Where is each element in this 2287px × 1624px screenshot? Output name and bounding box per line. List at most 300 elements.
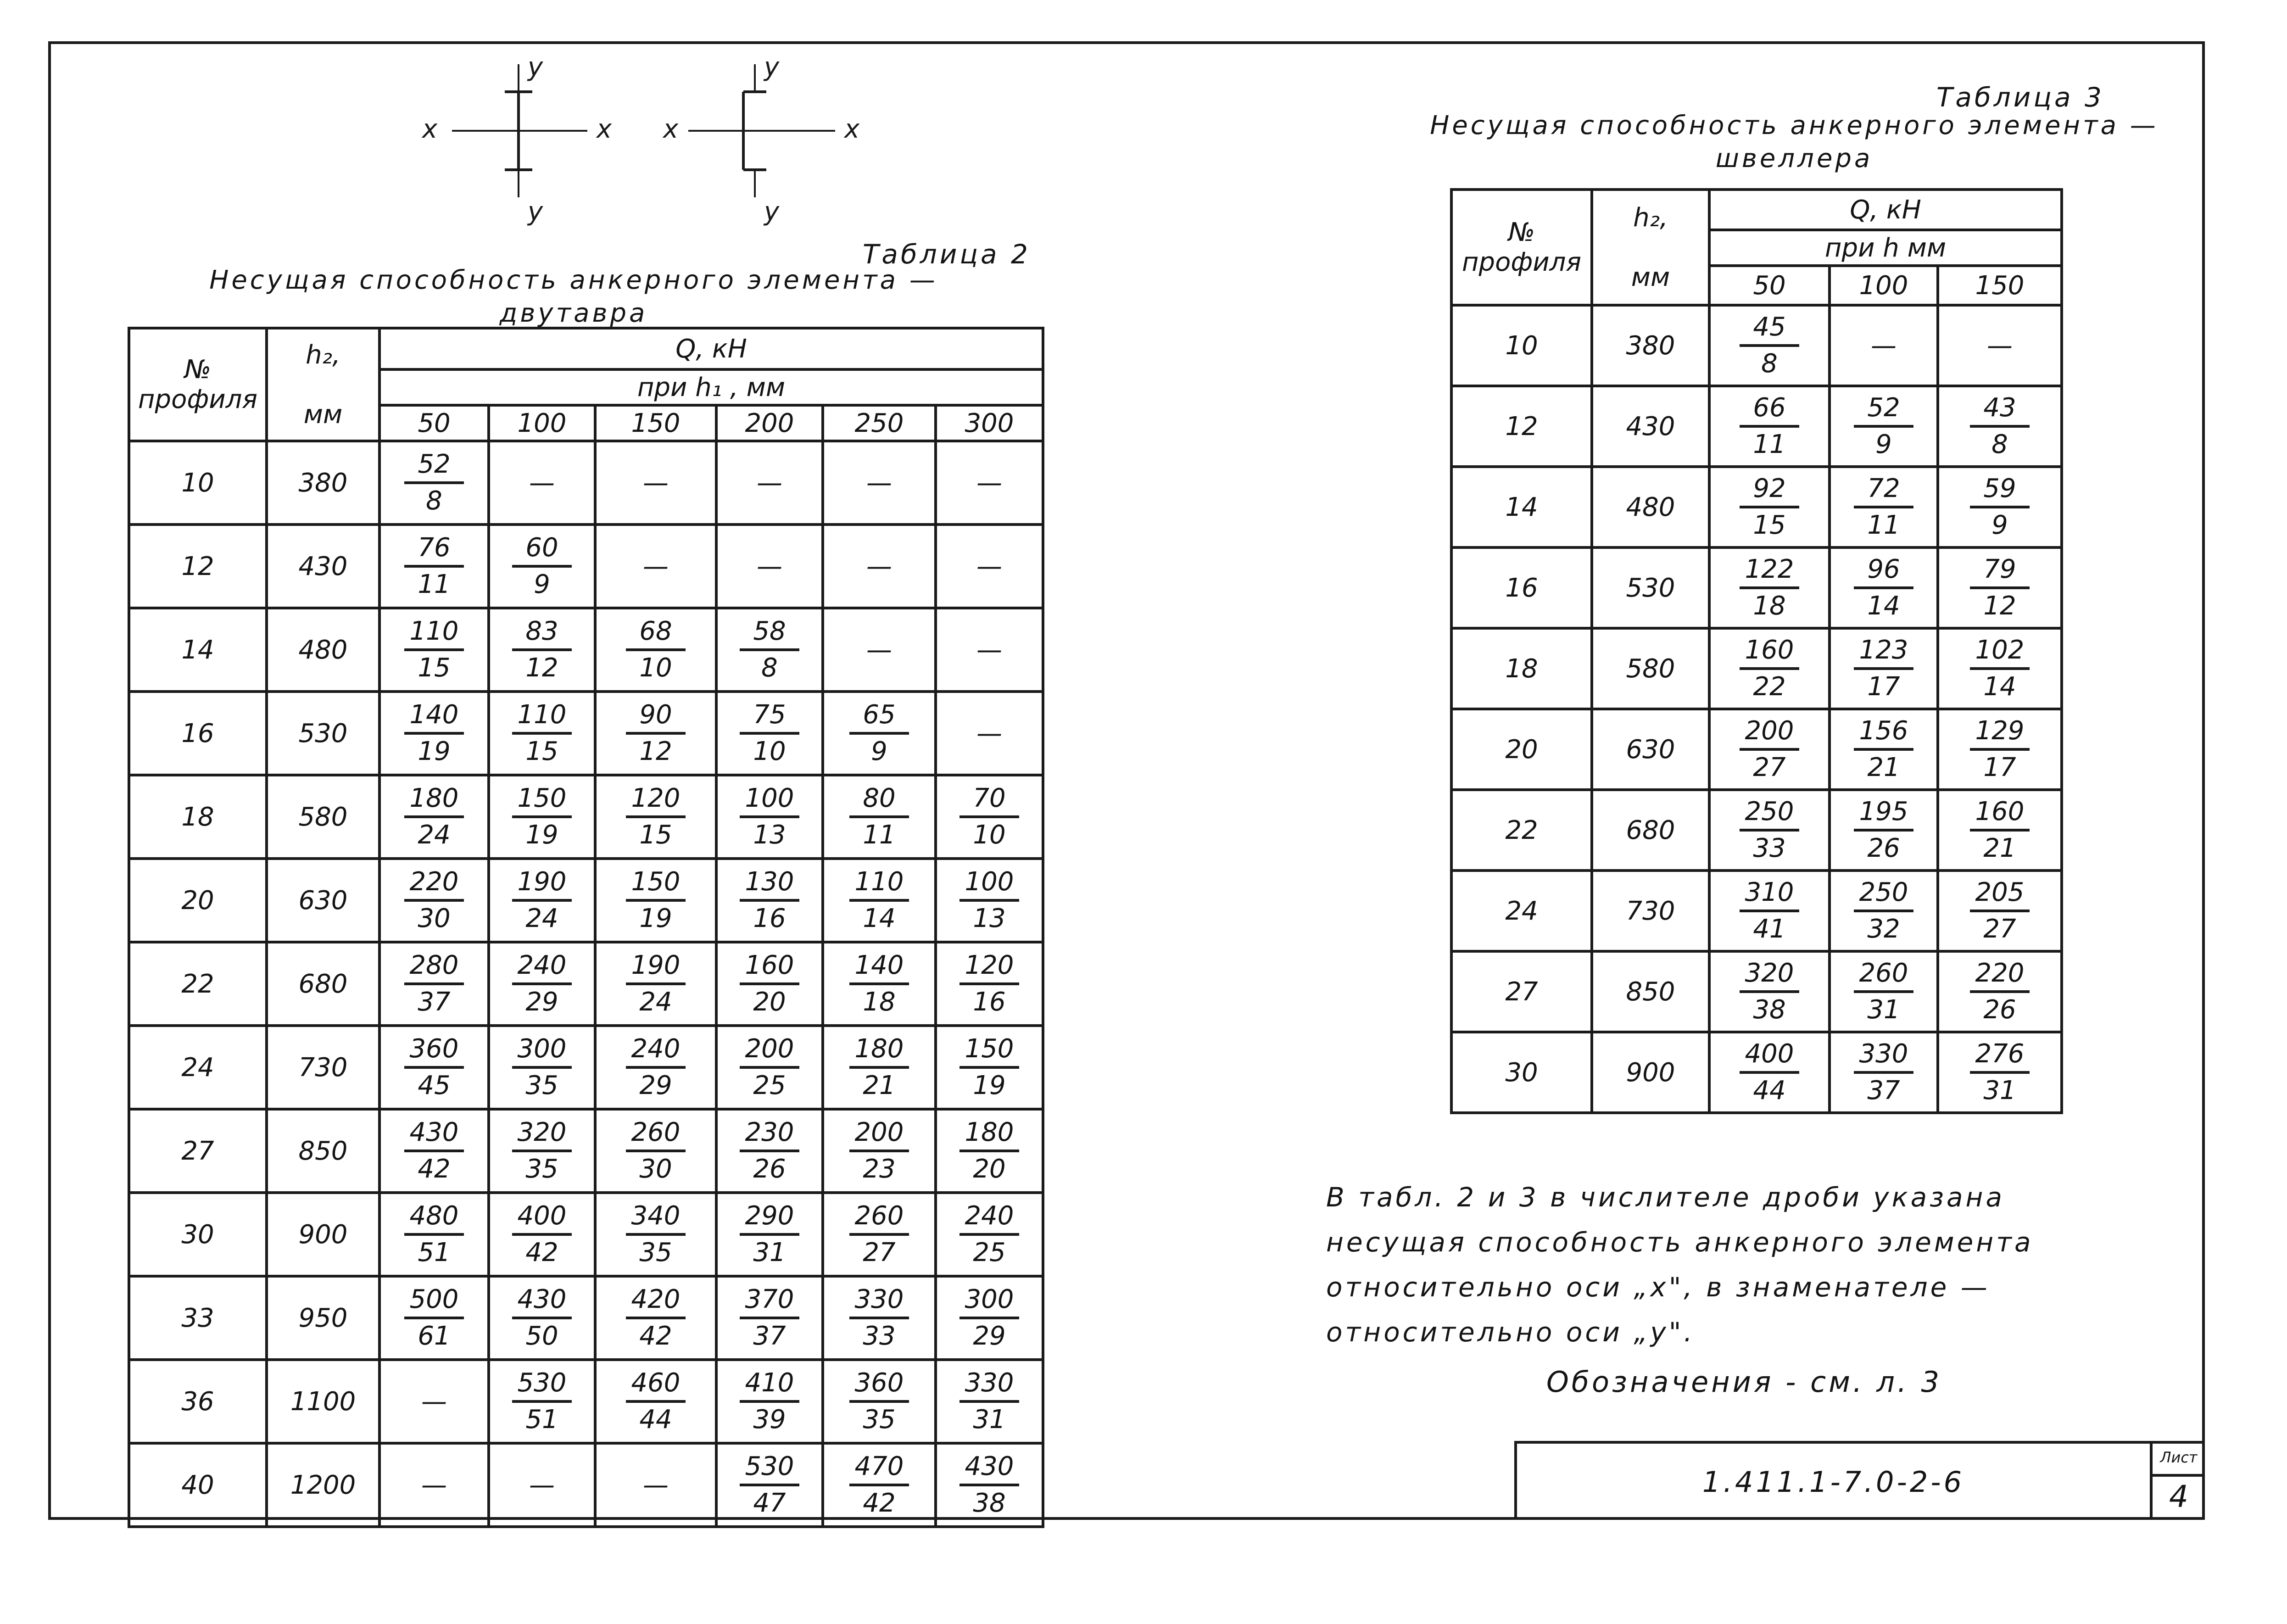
- capacity-y: 18: [1753, 591, 1786, 621]
- height-value: 380: [267, 441, 379, 525]
- table2-col-header: 200: [716, 405, 823, 441]
- table2-col-header: 250: [823, 405, 936, 441]
- capacity-fraction: [595, 1360, 716, 1443]
- capacity-y: 31: [1983, 1075, 2016, 1105]
- capacity-y: 8: [1761, 348, 1778, 379]
- capacity-fraction: [1830, 790, 1938, 871]
- capacity-fraction: [489, 1026, 595, 1109]
- capacity-y: 39: [753, 1404, 786, 1434]
- capacity-fraction: [936, 775, 1043, 859]
- capacity-x: 80: [849, 784, 909, 818]
- capacity-fraction: [1830, 386, 1938, 467]
- capacity-y: 21: [1867, 752, 1900, 782]
- capacity-y: 15: [1753, 510, 1786, 540]
- capacity-fraction: [823, 1443, 936, 1527]
- table2-header-profile: № профиля: [129, 328, 267, 441]
- capacity-x: 150: [626, 868, 686, 902]
- profile-number: 22: [129, 942, 267, 1026]
- capacity-x: 59: [1970, 474, 2030, 508]
- empty-cell-dash: —: [489, 441, 595, 525]
- capacity-y: 37: [418, 987, 451, 1017]
- capacity-y: 11: [1867, 510, 1900, 540]
- capacity-x: 430: [959, 1452, 1019, 1486]
- table2-title-line2: двутавра: [499, 298, 648, 328]
- capacity-x: 240: [512, 951, 572, 985]
- profile-number: 24: [1451, 871, 1592, 951]
- height-value: 1200: [267, 1443, 379, 1527]
- capacity-y: 13: [973, 903, 1006, 933]
- sheet-box: [2150, 1444, 2205, 1520]
- height-value: 850: [267, 1109, 379, 1193]
- capacity-x: 430: [404, 1118, 464, 1152]
- capacity-y: 38: [1753, 994, 1786, 1025]
- capacity-fraction: [1938, 1032, 2062, 1113]
- capacity-x: 190: [512, 868, 572, 902]
- capacity-x: 43: [1970, 394, 2030, 428]
- profile-number: 36: [129, 1360, 267, 1443]
- capacity-fraction: [716, 1360, 823, 1443]
- capacity-x: 200: [849, 1118, 909, 1152]
- capacity-y: 15: [418, 653, 451, 683]
- table-row: [1451, 386, 2062, 467]
- table-row: [129, 1026, 1043, 1109]
- capacity-y: 17: [1983, 752, 2016, 782]
- capacity-fraction: [379, 441, 489, 525]
- capacity-y: 15: [525, 736, 558, 766]
- capacity-fraction: [379, 1193, 489, 1276]
- table3-header-sub: при h мм: [1709, 230, 2062, 266]
- title-block: [1514, 1441, 2205, 1520]
- capacity-fraction: [823, 1193, 936, 1276]
- height-value: 480: [267, 608, 379, 692]
- table-row: [129, 692, 1043, 775]
- channel-x-left: x: [663, 114, 679, 144]
- capacity-fraction: [489, 1109, 595, 1193]
- table-row: [129, 775, 1043, 859]
- capacity-fraction: [379, 775, 489, 859]
- empty-cell-dash: —: [379, 1443, 489, 1527]
- empty-cell-dash: —: [716, 441, 823, 525]
- capacity-x: 410: [740, 1369, 799, 1403]
- capacity-y: 20: [973, 1154, 1006, 1184]
- table-row: [1451, 871, 2062, 951]
- capacity-x: 79: [1970, 555, 2030, 589]
- capacity-fraction: [936, 1276, 1043, 1360]
- capacity-x: 260: [1854, 959, 1913, 993]
- height-value: 380: [1592, 305, 1709, 386]
- capacity-fraction: [595, 1026, 716, 1109]
- table3-col-header: 150: [1938, 266, 2062, 305]
- capacity-fraction: [595, 1276, 716, 1360]
- capacity-fraction: [489, 1360, 595, 1443]
- capacity-fraction: [1938, 547, 2062, 628]
- capacity-fraction: [1830, 709, 1938, 790]
- capacity-y: 50: [525, 1321, 558, 1351]
- capacity-fraction: [1830, 1032, 1938, 1113]
- capacity-fraction: [489, 1193, 595, 1276]
- height-value: 680: [1592, 790, 1709, 871]
- profile-number: 27: [1451, 951, 1592, 1032]
- capacity-x: 160: [740, 951, 799, 985]
- capacity-fraction: [823, 942, 936, 1026]
- table3-title-line2: швеллера: [1715, 144, 1873, 173]
- table-row: [1451, 790, 2062, 871]
- profile-number: 12: [129, 525, 267, 608]
- height-value: 900: [1592, 1032, 1709, 1113]
- capacity-fraction: [379, 942, 489, 1026]
- capacity-fraction: [1938, 628, 2062, 709]
- empty-cell-dash: —: [379, 1360, 489, 1443]
- capacity-fraction: [1830, 547, 1938, 628]
- capacity-x: 52: [1854, 394, 1913, 428]
- height-value: 730: [267, 1026, 379, 1109]
- capacity-fraction: [1830, 951, 1938, 1032]
- profile-number: 22: [1451, 790, 1592, 871]
- table2: [128, 327, 1044, 1528]
- capacity-y: 31: [973, 1404, 1006, 1434]
- sheet-number: 4: [2169, 1479, 2188, 1514]
- capacity-fraction: [936, 1109, 1043, 1193]
- capacity-fraction: [379, 1026, 489, 1109]
- capacity-x: 140: [849, 951, 909, 985]
- capacity-x: 430: [512, 1285, 572, 1319]
- capacity-x: 310: [1740, 878, 1799, 912]
- capacity-y: 35: [525, 1070, 558, 1100]
- capacity-x: 240: [626, 1035, 686, 1069]
- capacity-fraction: [716, 608, 823, 692]
- table2-header-sub: при h₁ , мм: [379, 369, 1043, 405]
- table-row: [129, 942, 1043, 1026]
- capacity-x: 150: [512, 784, 572, 818]
- capacity-fraction: [489, 775, 595, 859]
- capacity-x: 530: [740, 1452, 799, 1486]
- capacity-y: 51: [525, 1404, 558, 1434]
- capacity-fraction: [379, 859, 489, 942]
- table-row: [1451, 628, 2062, 709]
- capacity-y: 30: [639, 1154, 672, 1184]
- table2-col-header: 50: [379, 405, 489, 441]
- profile-number: 20: [129, 859, 267, 942]
- capacity-fraction: [595, 1193, 716, 1276]
- capacity-y: 42: [863, 1488, 896, 1518]
- table-row: [129, 859, 1043, 942]
- capacity-y: 44: [639, 1404, 672, 1434]
- height-value: 630: [267, 859, 379, 942]
- capacity-y: 31: [753, 1237, 786, 1267]
- capacity-x: 240: [959, 1202, 1019, 1236]
- capacity-fraction: [1709, 709, 1830, 790]
- capacity-x: 300: [512, 1035, 572, 1069]
- empty-cell-dash: —: [1830, 305, 1938, 386]
- capacity-x: 180: [959, 1118, 1019, 1152]
- height-value: 580: [267, 775, 379, 859]
- capacity-fraction: [936, 1193, 1043, 1276]
- table2-label: Таблица 2: [863, 239, 1031, 270]
- table-row: [129, 1109, 1043, 1193]
- table3-header-q: Q, кН: [1709, 190, 2062, 230]
- capacity-x: 200: [740, 1035, 799, 1069]
- capacity-fraction: [716, 775, 823, 859]
- ibeam-y-top: y: [528, 55, 543, 82]
- table2-header-q: Q, кН: [379, 328, 1043, 369]
- capacity-y: 17: [1867, 671, 1900, 702]
- capacity-x: 400: [512, 1202, 572, 1236]
- capacity-fraction: [1938, 386, 2062, 467]
- capacity-fraction: [489, 859, 595, 942]
- capacity-fraction: [1709, 1032, 1830, 1113]
- capacity-fraction: [1709, 628, 1830, 709]
- capacity-fraction: [716, 1193, 823, 1276]
- capacity-y: 25: [753, 1070, 786, 1100]
- note-line4: относительно оси „y".: [1326, 1317, 1695, 1348]
- capacity-y: 44: [1753, 1075, 1786, 1105]
- height-value: 850: [1592, 951, 1709, 1032]
- capacity-y: 14: [863, 903, 896, 933]
- capacity-fraction: [823, 1109, 936, 1193]
- height-value: 730: [1592, 871, 1709, 951]
- capacity-y: 42: [639, 1321, 672, 1351]
- capacity-x: 370: [740, 1285, 799, 1319]
- capacity-fraction: [823, 1360, 936, 1443]
- capacity-y: 37: [753, 1321, 786, 1351]
- capacity-y: 11: [863, 820, 896, 850]
- table-row: [129, 525, 1043, 608]
- table-note: [1326, 1175, 2034, 1355]
- height-value: 480: [1592, 467, 1709, 547]
- capacity-y: 9: [534, 569, 550, 599]
- capacity-y: 19: [418, 736, 451, 766]
- capacity-fraction: [1709, 305, 1830, 386]
- profile-number: 14: [1451, 467, 1592, 547]
- table-row: [1451, 709, 2062, 790]
- capacity-x: 129: [1970, 717, 2030, 751]
- capacity-x: 160: [1970, 798, 2030, 832]
- capacity-fraction: [823, 775, 936, 859]
- capacity-y: 12: [1983, 591, 2016, 621]
- capacity-x: 130: [740, 868, 799, 902]
- capacity-y: 25: [973, 1237, 1006, 1267]
- channel-x-right: x: [844, 114, 860, 144]
- capacity-y: 12: [525, 653, 558, 683]
- capacity-fraction: [1938, 871, 2062, 951]
- capacity-fraction: [379, 1276, 489, 1360]
- capacity-x: 180: [849, 1035, 909, 1069]
- capacity-y: 27: [863, 1237, 896, 1267]
- capacity-x: 360: [849, 1369, 909, 1403]
- capacity-x: 280: [404, 951, 464, 985]
- capacity-y: 27: [1983, 914, 2016, 944]
- capacity-y: 26: [1983, 994, 2016, 1025]
- capacity-x: 220: [1970, 959, 2030, 993]
- table2-col-header: 300: [936, 405, 1043, 441]
- capacity-x: 92: [1740, 474, 1799, 508]
- empty-cell-dash: —: [595, 441, 716, 525]
- capacity-x: 96: [1854, 555, 1913, 589]
- capacity-x: 330: [849, 1285, 909, 1319]
- capacity-y: 9: [1991, 510, 2008, 540]
- table-row: [1451, 547, 2062, 628]
- profile-number: 20: [1451, 709, 1592, 790]
- capacity-y: 21: [863, 1070, 896, 1100]
- capacity-x: 102: [1970, 636, 2030, 670]
- capacity-y: 33: [1753, 833, 1786, 863]
- capacity-fraction: [936, 1026, 1043, 1109]
- capacity-x: 340: [626, 1202, 686, 1236]
- capacity-x: 230: [740, 1118, 799, 1152]
- capacity-y: 19: [525, 820, 558, 850]
- profile-number: 14: [129, 608, 267, 692]
- capacity-x: 120: [626, 784, 686, 818]
- capacity-x: 100: [740, 784, 799, 818]
- table-row: [129, 1443, 1043, 1527]
- table3-col-header: 100: [1830, 266, 1938, 305]
- capacity-y: 21: [1983, 833, 2016, 863]
- channel-y-bottom: y: [764, 197, 780, 227]
- profile-number: 16: [129, 692, 267, 775]
- capacity-y: 26: [753, 1154, 786, 1184]
- ibeam-x-right: x: [597, 114, 612, 144]
- capacity-fraction: [489, 942, 595, 1026]
- profile-number: 40: [129, 1443, 267, 1527]
- empty-cell-dash: —: [595, 525, 716, 608]
- capacity-x: 75: [740, 701, 799, 735]
- capacity-fraction: [716, 859, 823, 942]
- capacity-y: 47: [753, 1488, 786, 1518]
- capacity-fraction: [595, 1109, 716, 1193]
- capacity-fraction: [1709, 790, 1830, 871]
- height-value: 950: [267, 1276, 379, 1360]
- table-row: [129, 1276, 1043, 1360]
- capacity-y: 61: [418, 1321, 451, 1351]
- designations-reference: Обозначения - см. л. 3: [1546, 1365, 1942, 1399]
- capacity-fraction: [489, 1276, 595, 1360]
- capacity-y: 29: [525, 987, 558, 1017]
- profile-number: 30: [1451, 1032, 1592, 1113]
- height-value: 1100: [267, 1360, 379, 1443]
- capacity-x: 250: [1854, 878, 1913, 912]
- capacity-y: 12: [639, 736, 672, 766]
- capacity-x: 200: [1740, 717, 1799, 751]
- capacity-x: 420: [626, 1285, 686, 1319]
- table-row: [1451, 305, 2062, 386]
- capacity-x: 83: [512, 617, 572, 651]
- capacity-x: 470: [849, 1452, 909, 1486]
- capacity-fraction: [595, 608, 716, 692]
- table-row: [1451, 1032, 2062, 1113]
- capacity-x: 140: [404, 701, 464, 735]
- capacity-y: 35: [863, 1404, 896, 1434]
- capacity-y: 13: [753, 820, 786, 850]
- channel-y-top: y: [764, 55, 780, 82]
- capacity-fraction: [1709, 547, 1830, 628]
- capacity-y: 19: [973, 1070, 1006, 1100]
- capacity-x: 156: [1854, 717, 1913, 751]
- capacity-fraction: [489, 525, 595, 608]
- capacity-y: 41: [1753, 914, 1786, 944]
- profile-number: 18: [1451, 628, 1592, 709]
- height-value: 680: [267, 942, 379, 1026]
- table2-title-line1: Несущая способность анкерного элемента —: [209, 265, 938, 295]
- table3: [1450, 188, 2063, 1114]
- capacity-x: 400: [1740, 1040, 1799, 1074]
- table3-header-h: h₂, мм: [1592, 190, 1709, 305]
- height-value: 580: [1592, 628, 1709, 709]
- capacity-x: 65: [849, 701, 909, 735]
- table2-title: [119, 264, 1028, 330]
- table2-header-h: h₂, мм: [267, 328, 379, 441]
- capacity-fraction: [823, 1026, 936, 1109]
- capacity-y: 32: [1867, 914, 1900, 944]
- table-row: [129, 1193, 1043, 1276]
- capacity-x: 123: [1854, 636, 1913, 670]
- capacity-fraction: [595, 942, 716, 1026]
- capacity-fraction: [595, 775, 716, 859]
- capacity-y: 10: [753, 736, 786, 766]
- height-value: 630: [1592, 709, 1709, 790]
- table-row: [129, 1360, 1043, 1443]
- capacity-y: 8: [761, 653, 778, 683]
- capacity-fraction: [489, 608, 595, 692]
- capacity-y: 22: [1753, 671, 1786, 702]
- capacity-fraction: [1938, 951, 2062, 1032]
- capacity-x: 320: [1740, 959, 1799, 993]
- profile-number: 27: [129, 1109, 267, 1193]
- capacity-fraction: [1938, 709, 2062, 790]
- capacity-y: 30: [418, 903, 451, 933]
- capacity-y: 35: [525, 1154, 558, 1184]
- table-row: [129, 608, 1043, 692]
- profile-number: 18: [129, 775, 267, 859]
- capacity-x: 300: [959, 1285, 1019, 1319]
- sheet-label: Лист: [2153, 1444, 2205, 1477]
- capacity-x: 360: [404, 1035, 464, 1069]
- capacity-y: 38: [973, 1488, 1006, 1518]
- capacity-x: 480: [404, 1202, 464, 1236]
- capacity-x: 110: [512, 701, 572, 735]
- height-value: 430: [267, 525, 379, 608]
- capacity-x: 330: [1854, 1040, 1913, 1074]
- capacity-fraction: [936, 1443, 1043, 1527]
- capacity-y: 31: [1867, 994, 1900, 1025]
- capacity-fraction: [716, 1443, 823, 1527]
- height-value: 530: [267, 692, 379, 775]
- capacity-y: 23: [863, 1154, 896, 1184]
- capacity-y: 26: [1867, 833, 1900, 863]
- capacity-x: 160: [1740, 636, 1799, 670]
- capacity-y: 24: [639, 987, 672, 1017]
- capacity-x: 100: [959, 868, 1019, 902]
- capacity-fraction: [595, 692, 716, 775]
- capacity-fraction: [1830, 628, 1938, 709]
- capacity-x: 180: [404, 784, 464, 818]
- note-line1: В табл. 2 и 3 в числителе дроби указана: [1326, 1182, 2005, 1213]
- capacity-fraction: [823, 692, 936, 775]
- capacity-y: 51: [418, 1237, 451, 1267]
- empty-cell-dash: —: [936, 441, 1043, 525]
- capacity-y: 45: [418, 1070, 451, 1100]
- capacity-fraction: [823, 1276, 936, 1360]
- capacity-x: 76: [404, 534, 464, 568]
- capacity-y: 29: [973, 1321, 1006, 1351]
- profile-number: 10: [1451, 305, 1592, 386]
- empty-cell-dash: —: [936, 608, 1043, 692]
- capacity-x: 276: [1970, 1040, 2030, 1074]
- capacity-x: 45: [1740, 313, 1799, 347]
- capacity-x: 52: [404, 450, 464, 484]
- capacity-fraction: [936, 1360, 1043, 1443]
- capacity-fraction: [936, 942, 1043, 1026]
- table3-col-header: 50: [1709, 266, 1830, 305]
